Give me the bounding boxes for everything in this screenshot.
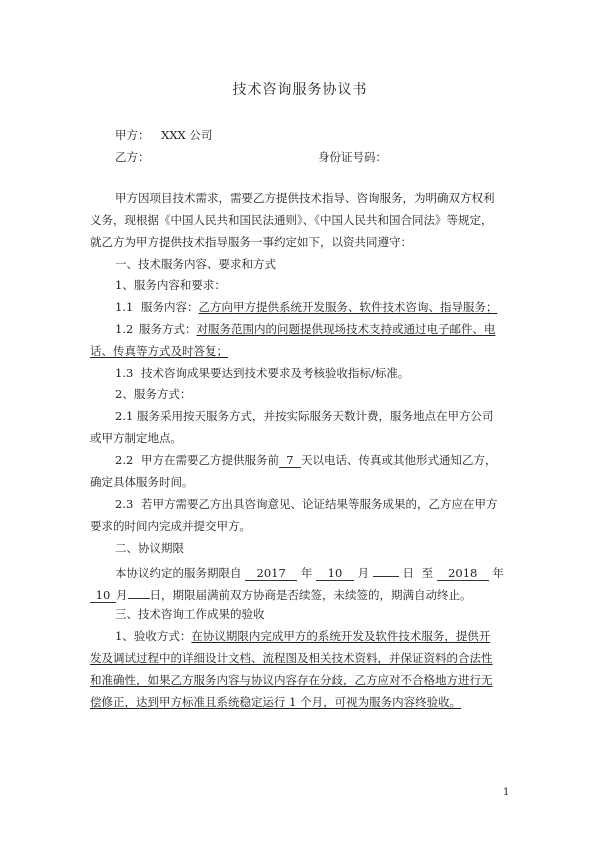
item-2-3-line-2: 要求的时间内完成并提交甲方。 (90, 519, 251, 533)
item-1-2-value-2: 话、传真等方式及时答复； (90, 344, 228, 358)
acceptance-label: 1、验收方式： (115, 629, 192, 643)
start-year-value: 2017 (245, 566, 297, 581)
item-2-3-line-1: 若甲方需要乙方出具咨询意见、论证结果等服务成果的，乙方应在甲方 (140, 497, 498, 511)
item-2-3 (115, 496, 497, 512)
acceptance-text-1: 在协议期限内完成甲方的系统开发及软件技术服务，提供开 (191, 629, 491, 643)
section-1-sub-1: 1、服务内容和要求： (115, 278, 226, 292)
end-day-char: 日 (149, 588, 161, 602)
intro-line-1: 甲方因项目技术需求，需要乙方提供技术指导、咨询服务，为明确双方权利 (115, 191, 495, 205)
start-month-value: 10 (316, 566, 354, 581)
section-3-heading: 三、技术咨询工作成果的验收 (115, 607, 265, 621)
party-a-line (115, 127, 212, 143)
id-number-label: 身份证号码： (318, 150, 387, 164)
end-year-char: 年 (492, 566, 504, 580)
intro-line-2: 义务，现根据《中国人民共和国民法通则》、《中国人民共和国合同法》等规定， (90, 213, 493, 227)
notice-days-value: 7 (279, 453, 301, 468)
party-b-label: 乙方： (115, 150, 150, 164)
section-2-heading: 二、协议期限 (115, 541, 184, 555)
acceptance-text-3: 和准确性，如果乙方服务内容与协议内容存在分歧，乙方应对不合格地方进行无 (90, 673, 493, 687)
item-2-2-after: 天以电话、传真或其他形式通知乙方， (300, 453, 497, 467)
item-1-2-value-1: 对服务范围内的问题提供现场技术支持或通过电子邮件、电 (196, 322, 496, 336)
term-line-1 (115, 562, 504, 581)
end-month-value: 10 (90, 588, 116, 603)
item-1-1-value: 乙方向甲方提供系统开发服务、软件技术咨询、指导服务； (198, 300, 498, 314)
end-month-char: 月 (116, 588, 128, 602)
term-prefix: 本协议约定的服务期限自 (115, 566, 242, 580)
party-a-label: 甲方： (115, 128, 150, 142)
term-suffix: ，期限届满前双方协商是否续签，未续签的，期满自动终止。 (161, 588, 472, 602)
item-1-1-label: 服务内容： (140, 300, 199, 314)
item-1-2 (115, 321, 495, 337)
item-1-3-num: 1.3 (115, 366, 134, 380)
item-2-2 (115, 452, 496, 468)
section-1-sub-2: 2、服务方式： (115, 387, 192, 401)
item-2-2-num: 2.2 (115, 453, 134, 467)
end-year-value: 2018 (437, 566, 489, 581)
start-month-char: 月 (357, 566, 370, 580)
item-1-1 (115, 299, 497, 315)
page-number: 1 (503, 787, 510, 798)
intro-line-3: 就乙方为甲方提供技术指导服务一事约定如下，以资共同遵守： (90, 235, 412, 249)
section-1-heading: 一、技术服务内容、要求和方式 (115, 257, 276, 271)
start-day-value (373, 562, 399, 577)
start-year-char: 年 (300, 566, 313, 580)
item-2-1-line-1: 2.1 服务采用按天服务方式，并按实际服务天数计费，服务地点在甲方公司 (115, 409, 494, 423)
item-1-1-num: 1.1 (115, 300, 134, 314)
term-line-2 (90, 584, 472, 603)
document-title: 技术咨询服务协议书 (232, 82, 368, 98)
acceptance-line-1 (115, 628, 490, 644)
party-a-value: XXX 公司 (161, 128, 213, 142)
item-1-3 (115, 365, 409, 381)
item-2-3-num: 2.3 (115, 497, 134, 511)
term-to: 至 (421, 566, 434, 580)
item-1-3-text: 技术咨询成果要达到技术要求及考核验收指标/标准。 (140, 366, 410, 380)
start-day-char: 日 (402, 566, 414, 580)
item-2-2-line-2: 确定具体服务时间。 (90, 475, 194, 489)
item-1-2-num: 1.2 (115, 322, 134, 336)
end-day-value (128, 584, 150, 599)
acceptance-text-4: 偿修正，达到甲方标准且系统稳定运行 1 个月，可视为服务内容终验收。 (90, 695, 462, 709)
item-1-2-label: 服务方式： (138, 322, 197, 336)
acceptance-text-2: 发及调试过程中的详细设计文档、流程图及相关技术资料，并保证资料的合法性 (90, 651, 493, 665)
item-2-2-before: 甲方在需要乙方提供服务前 (140, 453, 279, 467)
item-2-1-line-2: 或甲方制定地点。 (90, 431, 182, 445)
